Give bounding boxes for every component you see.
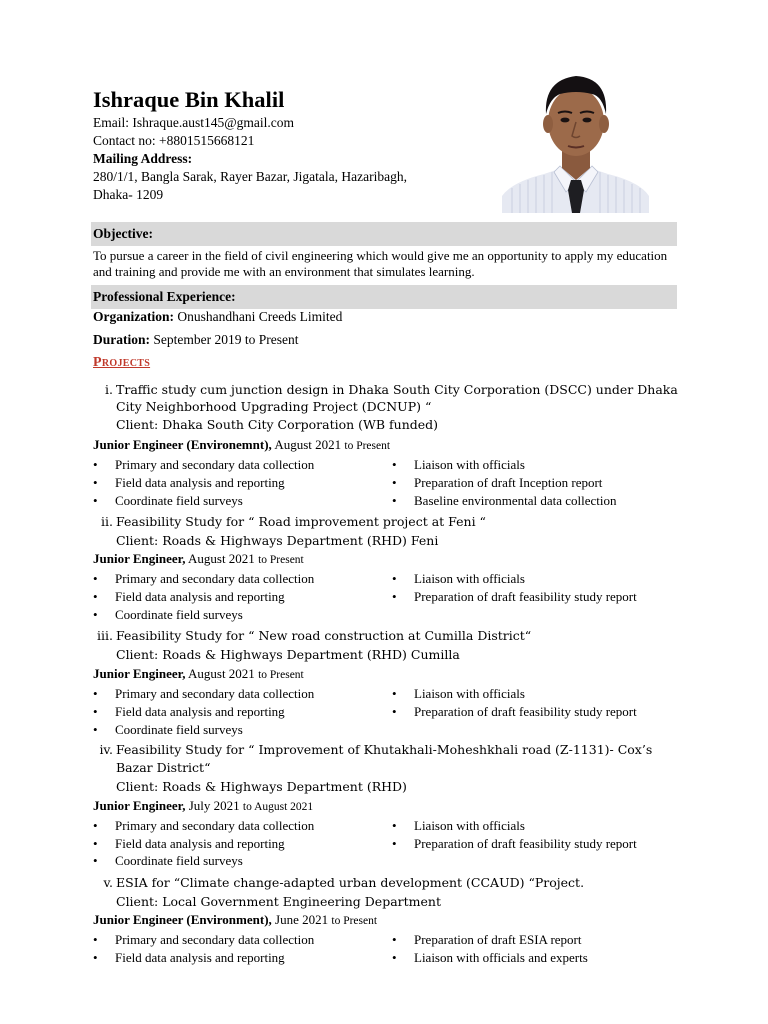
experience-heading: Professional Experience: [91, 285, 677, 309]
role-title: Junior Engineer, [93, 551, 186, 566]
list-item: • Primary and secondary data collection [115, 817, 314, 835]
project-title-line: Bazar District“ [116, 760, 211, 775]
duration-label: Duration: [93, 332, 150, 347]
role-end: to Present [258, 554, 304, 566]
mailing-address-label: Mailing Address: [93, 151, 193, 166]
role-start: July 2021 [185, 798, 243, 813]
projects-heading [93, 354, 150, 372]
role-title: Junior Engineer, [93, 666, 186, 681]
project-number: ii. [101, 514, 113, 529]
role-end: to Present [258, 669, 304, 681]
role-end: to August 2021 [242, 801, 314, 813]
project-number: v. [103, 875, 113, 890]
list-item: • Preparation of draft feasibility study report [414, 835, 637, 853]
list-item: • Liaison with officials and experts [414, 949, 588, 967]
role-start: August 2021 [185, 551, 259, 566]
project-title-line: City Neighborhood Upgrading Project (DCNUP) “ [116, 399, 432, 414]
contact-label: Contact no: [93, 133, 156, 148]
list-item: • Liaison with officials [414, 817, 525, 835]
list-item: • Liaison with officials [414, 456, 525, 474]
profile-photo [502, 68, 649, 213]
list-item: • Primary and secondary data collection [115, 931, 314, 949]
project-2-role [93, 550, 304, 569]
project-client: Client: Roads & Highways Department (RHD) [116, 779, 407, 794]
project-number: i. [105, 382, 113, 397]
candidate-name: Ishraque Bin Khalil [93, 87, 285, 112]
project-number: iii. [97, 628, 113, 643]
role-end: to Present [331, 915, 378, 927]
contact-value: +8801515668121 [159, 133, 255, 148]
list-item: • Liaison with officials [414, 570, 525, 588]
role-start: June 2021 [271, 912, 332, 927]
role-title: Junior Engineer, [93, 798, 186, 813]
list-item: • Field data analysis and reporting [115, 588, 285, 606]
list-item: • Coordinate field surveys [115, 721, 243, 739]
list-item: • Preparation of draft feasibility study report [414, 703, 637, 721]
organization-label: Organization: [93, 309, 174, 324]
list-item: • Coordinate field surveys [115, 606, 243, 624]
role-title: Junior Engineer (Environment), [93, 912, 272, 927]
role-title: Junior Engineer (Environemnt), [93, 437, 272, 452]
role-start: August 2021 [185, 666, 259, 681]
objective-text: To pursue a career in the field of civil engineering which would give me an opportunity to apply my education and training and provide me with an environment that simulates learning. [93, 248, 668, 279]
address-line-2: Dhaka- 1209 [93, 187, 164, 202]
role-start: August 2021 [271, 437, 345, 452]
project-5-role [93, 911, 377, 930]
project-client: Client: Roads & Highways Department (RHD) Cumilla [116, 647, 460, 662]
project-title-line: Feasibility Study for “ Road improvement project at Feni “ [116, 514, 486, 529]
list-item: • Primary and secondary data collection [115, 570, 314, 588]
list-item: • Primary and secondary data collection [115, 685, 314, 703]
email-label: Email: [93, 115, 129, 130]
email-line [93, 114, 294, 132]
list-item: • Primary and secondary data collection [115, 456, 314, 474]
project-client: Client: Dhaka South City Corporation (WB funded) [116, 417, 439, 432]
project-title-line: Feasibility Study for “ New road construction at Cumilla District“ [116, 628, 532, 643]
email-value: Ishraque.aust145@gmail.com [132, 115, 295, 130]
portrait-illustration [502, 68, 649, 213]
duration-line [93, 331, 298, 349]
projects-heading-text: Projects [93, 355, 151, 370]
project-client: Client: Roads & Highways Department (RHD) Feni [116, 533, 439, 548]
list-item: • Preparation of draft feasibility study report [414, 588, 637, 606]
project-number: iv. [99, 742, 113, 757]
project-4-role [93, 797, 313, 816]
duration-value: September 2019 to Present [153, 332, 299, 347]
organization-value: Onushandhani Creeds Limited [177, 309, 343, 324]
list-item: • Field data analysis and reporting [115, 703, 285, 721]
list-item: • Liaison with officials [414, 685, 525, 703]
project-title-line: ESIA for “Climate change-adapted urban development (CCAUD) “Project. [116, 875, 585, 890]
address-line-1: 280/1/1, Bangla Sarak, Rayer Bazar, Jigatala, Hazaribagh, [93, 169, 407, 184]
list-item: • Preparation of draft ESIA report [414, 931, 582, 949]
role-end: to Present [344, 440, 391, 452]
organization-line [93, 308, 342, 326]
objective-heading: Objective: [91, 222, 677, 246]
list-item: • Field data analysis and reporting [115, 474, 285, 492]
project-title-line: Traffic study cum junction design in Dhaka South City Corporation (DSCC) under Dhaka [116, 382, 678, 397]
list-item: • Baseline environmental data collection [414, 492, 617, 510]
list-item: • Coordinate field surveys [115, 492, 243, 510]
list-item: • Field data analysis and reporting [115, 949, 285, 967]
list-item: • Coordinate field surveys [115, 852, 243, 870]
project-3-role [93, 665, 304, 684]
project-client: Client: Local Government Engineering Department [116, 894, 441, 909]
contact-line [93, 132, 254, 150]
list-item: • Preparation of draft Inception report [414, 474, 602, 492]
project-title-line: Feasibility Study for “ Improvement of Khutakhali-Moheshkhali road (Z-1131)- Cox’s [116, 742, 653, 757]
list-item: • Field data analysis and reporting [115, 835, 285, 853]
project-1-role [93, 436, 390, 455]
